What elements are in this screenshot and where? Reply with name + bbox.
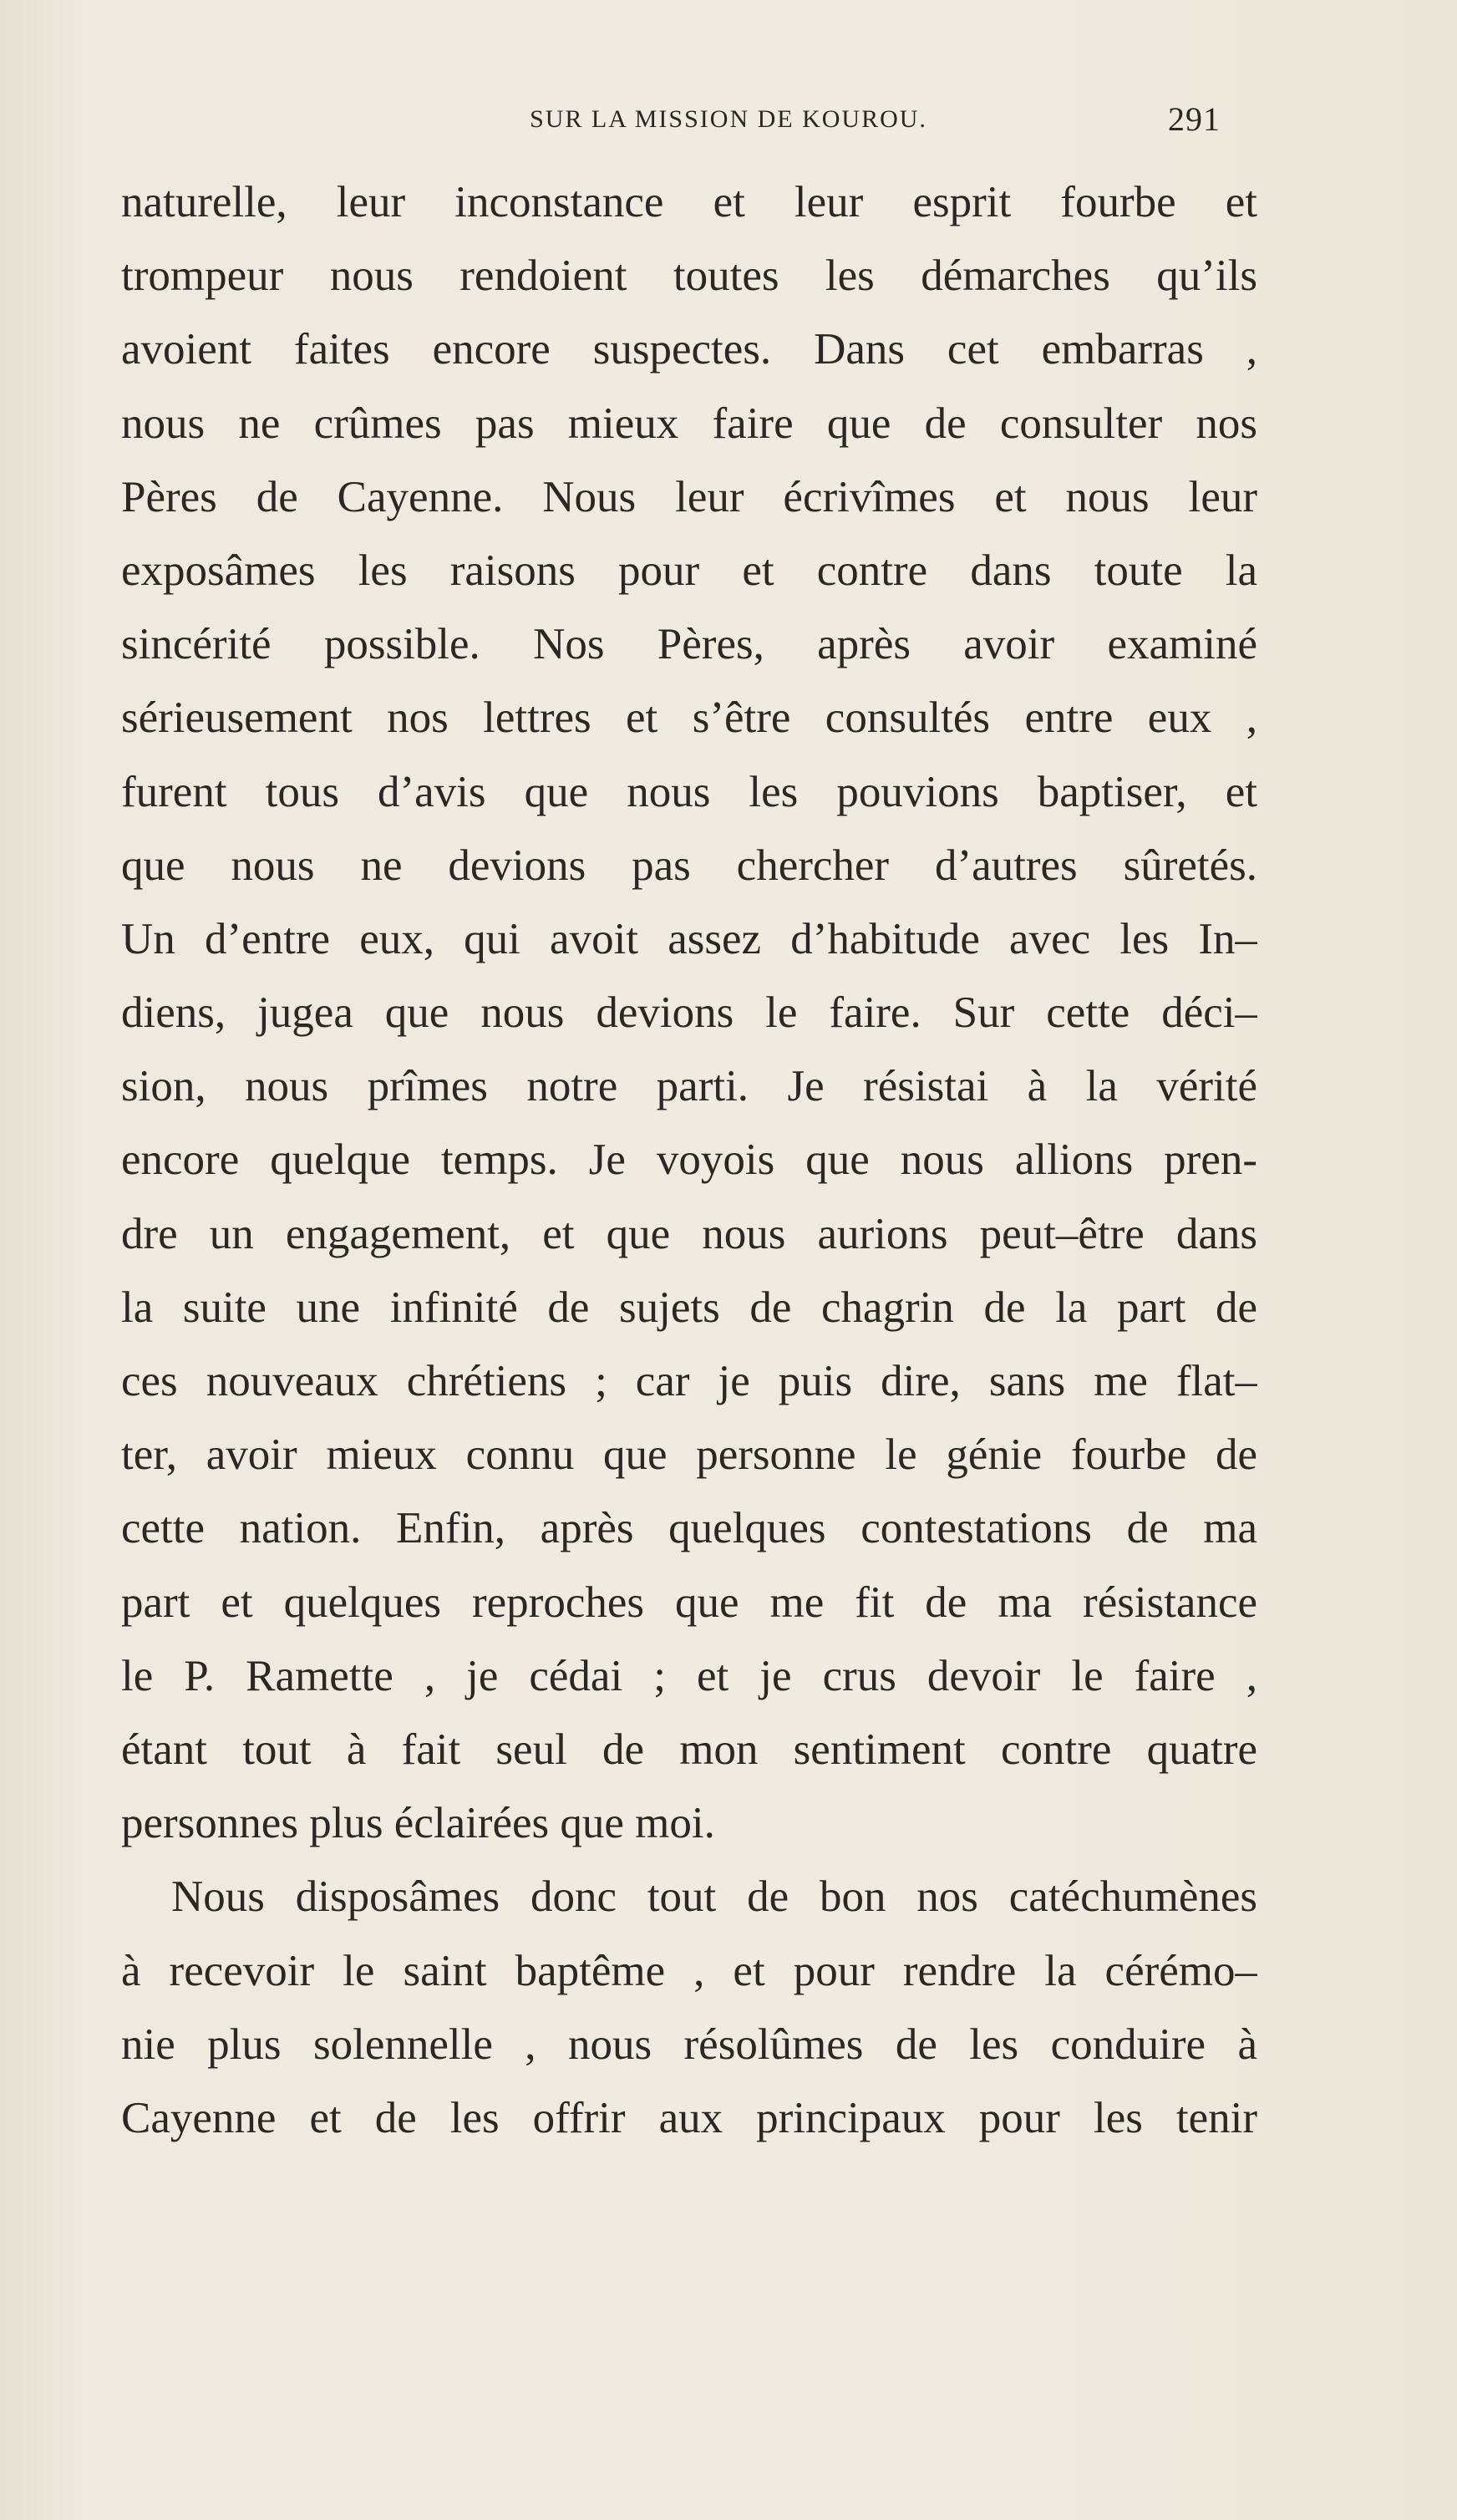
text-line: encore quelque temps. Je voyois que nous allions pren- [121, 1136, 1257, 1185]
text-line: exposâmes les raisons pour et contre dans toute la [121, 546, 1257, 595]
page-header [0, 99, 1457, 149]
paragraph-end-line: personnes plus éclairées que moi. [121, 1799, 715, 1848]
text-line: part et quelques reproches que me fit de ma résistance [121, 1578, 1257, 1627]
text-line: le P. Ramette , je cédai ; et je crus devoir le faire , [121, 1651, 1257, 1700]
running-head: SUR LA MISSION DE KOUROU. [530, 105, 927, 133]
text-line: nous ne crûmes pas mieux faire que de consulter nos [121, 399, 1257, 448]
text-line: Cayenne et de les offrir aux principaux pour les tenir [121, 2093, 1257, 2142]
text-line: furent tous d’avis que nous les pouvions baptiser, et [121, 767, 1257, 816]
text-line: diens, jugea que nous devions le faire. Sur cette déci– [121, 988, 1257, 1038]
text-line: trompeur nous rendoient toutes les démarches qu’ils [121, 251, 1257, 301]
text-line: sérieusement nos lettres et s’être consultés entre eux , [121, 694, 1257, 743]
text-line: à recevoir le saint baptême , et pour rendre la cérémo– [121, 1946, 1257, 1995]
body-text [121, 165, 1257, 2155]
text-line: naturelle, leur inconstance et leur esprit fourbe et [121, 178, 1257, 226]
text-line: Un d’entre eux, qui avoit assez d’habitude avec les In– [121, 914, 1257, 963]
page-number: 291 [1168, 100, 1221, 138]
text-line: ces nouveaux chrétiens ; car je puis dire, sans me flat– [121, 1357, 1257, 1405]
text-line: dre un engagement, et que nous aurions peut–être dans [121, 1209, 1257, 1258]
text-line: avoient faites encore suspectes. Dans cet embarras , [121, 325, 1257, 374]
text-line: Pères de Cayenne. Nous leur écrivîmes et nous leur [121, 472, 1257, 521]
paragraph-start-line: Nous disposâmes donc tout de bon nos catéchumènes [171, 1872, 1257, 1922]
text-line: ter, avoir mieux connu que personne le génie fourbe de [121, 1430, 1257, 1480]
text-line: sincérité possible. Nos Pères, après avoir examiné [121, 620, 1257, 669]
text-line: nie plus solennelle , nous résolûmes de les conduire à [121, 2020, 1257, 2069]
text-line: que nous ne devions pas chercher d’autres sûretés. [121, 841, 1257, 890]
text-line: cette nation. Enfin, après quelques contestations de ma [121, 1504, 1257, 1553]
text-line: sion, nous prîmes notre parti. Je résistai à la vérité [121, 1062, 1257, 1111]
text-line: étant tout à fait seul de mon sentiment contre quatre [121, 1725, 1257, 1774]
text-line: la suite une infinité de sujets de chagrin de la part de [121, 1283, 1257, 1332]
